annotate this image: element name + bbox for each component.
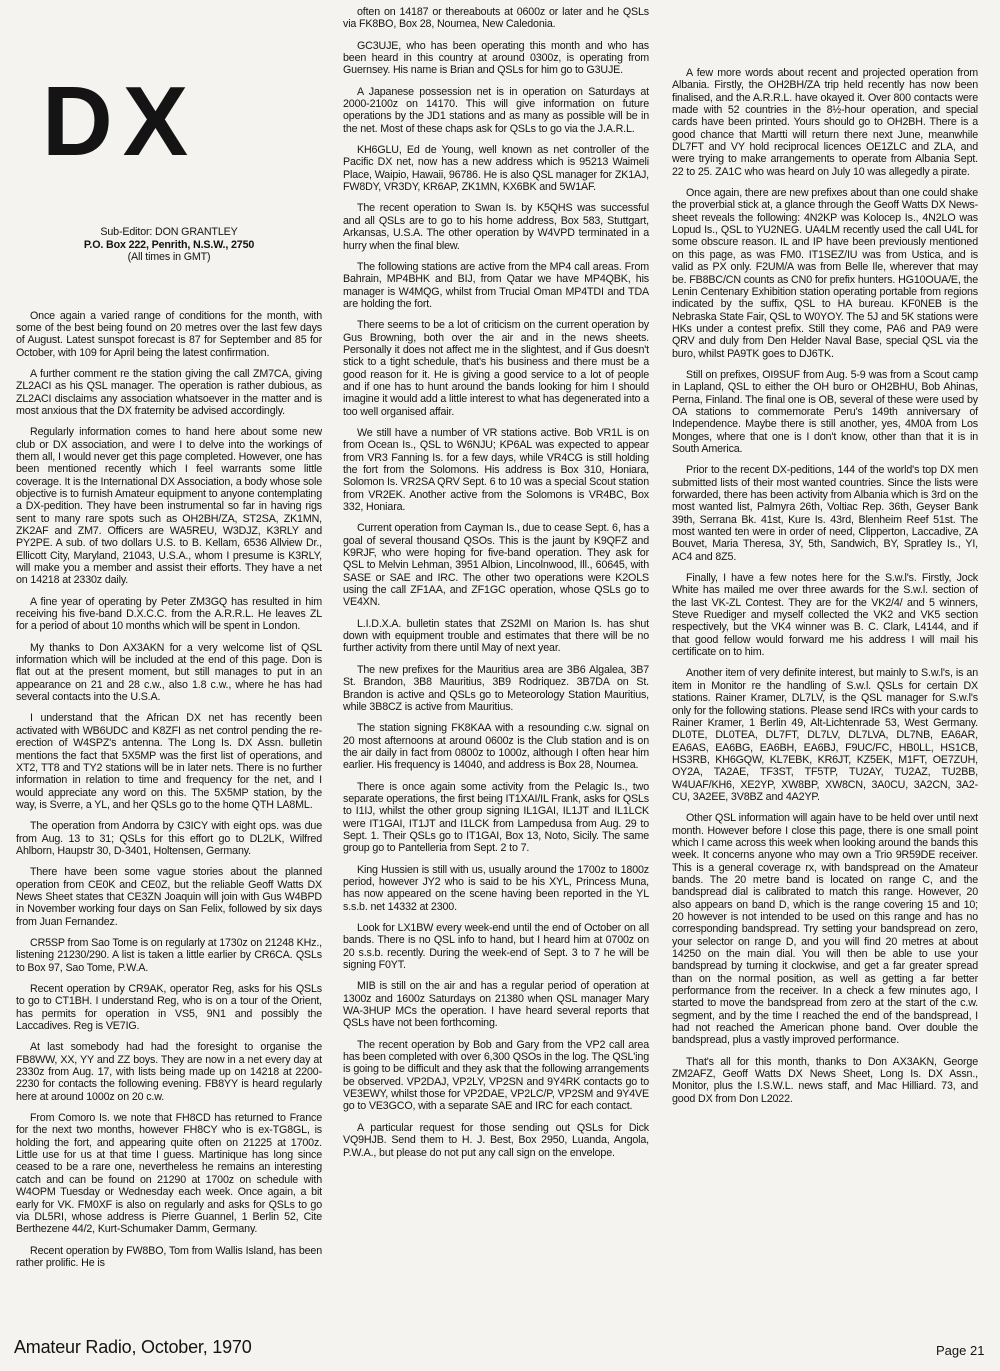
article-paragraph: A few more words about recent and projected operation from Albania. Firstly, the OH2BH/ZA trip held recently has now been finalised, and the A.R.R.L. have okayed it. Over 800 contacts were made with 52 countries in the 8½-hour operation, and special cards have been printed. Yours should go to OH2BH. There is a good chance that Martti will return there next June, meanwhile DL7FT and VY hold reciprocal licences OE1ZLC and ZLA, and were trying to make arrangements to operate from Albania Sept. 22 to 25. ZA1C who was heard on July 10 was allegedly a pirate. bbox=[672, 67, 978, 178]
article-paragraph: GC3UJE, who has been operating this month and who has been heard in this country at around 0300z, is operating from Guernsey. His name is Brian and QSLs for him go to G3UJE. bbox=[343, 39, 649, 77]
article-paragraph: The recent operation by Bob and Gary from the VP2 call area has been completed with over 6,300 QSOs in the log. The QSL'ing is going to be difficult and they ask that the following arrangements be observed. VP2DAJ, VP2LY, VP2SN and 9Y4RK contacts go to VE3EWY, whilst those for VP2DAE, VP2LC/P, VP2SM and 9Y4VE go to VE3GCO, with a separate SAE and IRC for each contact. bbox=[343, 1038, 649, 1113]
article-paragraph: Regularly information comes to hand here about some new club or DX association, and were I to delve into the workings of them all, I would never get this page completed. However, one has been mentioned recently which I feel warrants some little coverage. It is the International DX Association, a body whose sole objective is to furnish Amateur equipment to anyone contemplating a DX-pedition. They have been instrumental so far in having rigs sent to many rare spots such as OH2BH/ZA, ST2SA, ZK1MN, ZK2AF and ZM7. Officers are WA5REU, W3DJZ, K3RLY and PY2PE. A sub. of two dollars U.S. to B. Kellam, 6536 Allview Dr., Ellicott City, Maryland, 21043, U.S.A., whom I presume is K3RLY, will make you a member and assist their efforts. They have a net on 14218 at 2330z daily. bbox=[16, 426, 322, 587]
article-paragraph: Another item of very definite interest, but mainly to S.w.l's, is an item in Monitor re the handling of S.w.l. QSLs for certain DX stations. Rainer Kramer, DL7LV, is the QSL manager for S.w.l's only for the following stations. Please send IRCs with your cards to Rainer Kramer, 1 Berlin 49, Alt-Lichtenrade 53, West Germany. DL0TE, DL0TEA, DL7FT, DL7LV, DL7LVA, DL7NB, EA6AR, EA6AS, EA6BG, EA6BH, EA6BJ, F9UC/FC, HB0LL, HS1CB, HS3RB, KH6GQW, KL7EBK, KR6JT, KZ5EK, M1FT, OE7ZUH, OY2A, TA2AE, TF3ST, TF5TP, TU2AY, TU2AZ, TU2BB, W4UAF/KH6, XE2YP, XW8BP, XW8CN, 3A0CU, 3A2CN, 3A2-CU, 3A2EE, 3V8BZ and 4A2YP. bbox=[672, 667, 978, 803]
article-paragraph: A fine year of operating by Peter ZM3GQ has resulted in him receiving his five-band D.X.C.C. from the A.R.R.L. He leaves ZL for a period of about 10 months which will be spent in London. bbox=[16, 595, 322, 633]
article-paragraph: There have been some vague stories about the planned operation from CE0K and CE0Z, but the reliable Geoff Watts DX News Sheet states that CE3ZN Joaquin will join with Gus W4BPD in November working four days on San Felix, followed by six days from Juan Fernandez. bbox=[16, 866, 322, 928]
article-paragraph: KH6GLU, Ed de Young, well known as net controller of the Pacific DX net, now has a new address which is 95213 Waimeli Place, Waipio, Hawaii, 96786. He is also QSL manager for ZK1AJ, FW8DY, VR3DY, KR6AP, ZK1MN, KX6BK and 5W1AF. bbox=[343, 144, 649, 194]
article-paragraph: Once again, there are new prefixes about than one could shake the proverbial stick at, a glance through the Geoff Watts DX News-sheet reveals the following: 4N2KP was Kolocep Is., 4N2LO was Lopud Is., QSL to YU2NEG. UA4LM recently used the call U4L for some obscure reason. IL and IP have been previously mentioned on this page, as was FM0. IT1SEZ/IU was from Ustica, and is valid as PX only. F2UM/A was from Belle Ile, wherever that may be. FB8BC/CN counts as CN0 for prefix hunters. HG10OUA/E, the Lenin Centenary Exhibition station operating portable from regions indicated by the suffix, QSL to HA bureau. KF0NEB is the Nebraska State Fair, QSL to W0YOY. The 5J and 5K stations were HKs under a contest prefix. Still they come, PA6 and PA9 were QRV and duly from Den Helder Naval Base, special QSL via the buro, whilst PA9TK goes to DJ6TK. bbox=[672, 187, 978, 360]
article-paragraph: The operation from Andorra by C3ICY with eight ops. was due from Aug. 13 to 31; QSLs for this effort go to DL2LK, Wilfred Ahlborn, Haupstr 30, D-3401, Holtensen, Germany. bbox=[16, 820, 322, 857]
subeditor-address: P.O. Box 222, Penrith, N.S.W., 2750 bbox=[83, 238, 255, 251]
article-paragraph: King Hussien is still with us, usually around the 1700z to 1800z period, however JY2 who is said to be his XYL, Princess Muna, has now appeared on the scene having been reported in the YL s.s.b. net 14332 at 2300. bbox=[343, 863, 649, 913]
column-1 bbox=[16, 0, 322, 1269]
article-paragraph: There seems to be a lot of criticism on the current operation by Gus Browning, both over the air and in the news sheets. Personally it does not affect me in the slightest, and if Gus doesn't stick to a tight schedule, that's his business and there must be a good reason for it. He is giving a good service to a lot of people and if one has to hunt around the bands looking for him I should imagine it would add a little interest to what has degenerated into a too well organised affair. bbox=[343, 319, 649, 418]
article-paragraph: A Japanese possession net is in operation on Saturdays at 2000-2100z on 14170. This will give information on future operations by the JD1 stations and as many as possible will be in the net. Most of these chaps ask for QSLs to go via the J.A.R.L. bbox=[343, 85, 649, 135]
article-paragraph: Recent operation by CR9AK, operator Reg, asks for his QSLs to go to CT1BH. I understand Reg, who is on a tour of the Orient, has permits for operation in VS5, 9N1 and possibly the Laccadives. Reg is VE7IG. bbox=[16, 983, 322, 1033]
article-paragraph: The new prefixes for the Mauritius area are 3B6 Algalea, 3B7 St. Brandon, 3B8 Mauritius, 3B9 Rodriquez. 3B7DA on St. Brandon is active and QSLs go to Meteorology Station Mauritius, while 3B8CZ is active from Mauritius. bbox=[343, 663, 649, 713]
article-paragraph: At last somebody had had the foresight to organise the FB8WW, XX, YY and ZZ boys. They are now in a net every day at 2330z from Aug. 17, with lists being made up on 14218 at 2200-2230 for contacts the following evening. FB8YY is heard regularly here at around 1000z on 20 c.w. bbox=[16, 1041, 322, 1103]
article-paragraph: L.I.D.X.A. bulletin states that ZS2MI on Marion Is. has shut down with equipment trouble and estimates that there will be no further activity from there until May of next year. bbox=[343, 617, 649, 655]
article-paragraph: We still have a number of VR stations active. Bob VR1L is on from Ocean Is., QSL to W6NJU; KP6AL was expected to appear from VR3 Fanning Is. for a few days, while VR4CG is still holding the fort from the Solomons. His address is Box 310, Honiara, Solomon Is. VR2SA QRV Sept. 6 to 10 was a special Scout station from VR2EK. Another active from the Solomons is VR4BC, Box 332, Honiara. bbox=[343, 426, 649, 514]
section-title: DX bbox=[42, 66, 199, 176]
article-paragraph: Once again a varied range of conditions for the month, with some of the best being found on 20 metres over the last few days of August. Latest sunspot forecast is 87 for September and 85 for October, with 109 for April being the latest confirmation. bbox=[16, 309, 322, 359]
article-paragraph: The following stations are active from the MP4 call areas. From Bahrain, MP4BHK and BIJ, from Qatar we have MP4QBK, his manager is W4MQG, whilst from Trucial Oman MP4TDI and TDA are holding the fort. bbox=[343, 260, 649, 310]
column-2 bbox=[343, 6, 649, 1159]
article-paragraph: From Comoro Is. we note that FH8CD has returned to France for the next two months, however FH8CY who is ex-TG8GL, is holding the fort, and appearing quite often on 21225 at 1700z. Little use for us at that time I guess. Martinique has long since ceased to be a rare one, nevertheless he remains an interesting catch and can be found on 21290 at 1700z on schedule with W4OPM Tuesday or Wednesday each week. Once again, a bit early for VK. FM0XF is also on regularly and asks for QSLs to go via DL5RI, whose address is Pierre Guannel, 1 Berlin 52, Cite Berthezene 44/2, Kurt-Schumaker Damm, Germany. bbox=[16, 1112, 322, 1236]
article-paragraph: Recent operation by FW8BO, Tom from Wallis Island, has been rather prolific. He is bbox=[16, 1244, 322, 1269]
article-paragraph: Other QSL information will again have to be held over until next month. However before I close this page, there is one small point which I came across this week when looking around the bands this week. It concerns anyone who may own a Trio 9R59DE receiver. This is a general coverage rx, with bandspread on the Amateur bands. The 20 metre band is located on range C, and the bandspread dial is calibrated to match this range. However, 20 also appears on band D, which is the range covering 15 and 10; 20 however is not intended to be used on this range and has no corresponding bandspread. Try setting your bandspread on zero, your selector on range D, and you will find 20 metres at about 14250 on the main dial. You will then be able to use your bandspread by turning it clockwise, and get a far greater spread than on the normal position, as well as getting a far better performance from the receiver. In a check a few minutes ago, I started to move the bandspread from zero at the start of the c.w. segment, and by the time I reached the end of the bandspread, I had not reached the American phone band. Over double the bandspread, plus a vastly improved performance. bbox=[672, 812, 978, 1047]
article-paragraph: MIB is still on the air and has a regular period of operation at 1300z and 1600z Saturdays on 21380 when QSL manager Mary WA-3HUP MCs the operation. I have heard several reports that QSLs have not been forthcoming. bbox=[343, 980, 649, 1030]
article-paragraph: Look for LX1BW every week-end until the end of October on all bands. There is no QSL info to hand, but I heard him at 0700z on 20 s.s.b. recently. During the week-end of Sept. 3 to 7 he will be signing F0YT. bbox=[343, 922, 649, 972]
article-paragraph: CR5SP from Sao Tome is on regularly at 1730z on 21248 KHz., listening 21230/290. A list is taken a little earlier by CR6CA. QSLs to Box 97, Sao Tome, P.W.A. bbox=[16, 936, 322, 974]
article-paragraph: I understand that the African DX net has recently been activated with WB6UDC and K8ZFI as net control pending the re-erection of W4SPZ's antenna. The Long Is. DX Assn. bulletin mentions the fact that 5X5MP was the first list of operations, and XT2, TT8 and TY2 stations will be in later nets. There is no further information in relation to time and frequency for the net, and I would appreciate any word on this. The 5X5MP station, by the way, is Sverre, a YL, and her QSLs go to the home QTH LA8ML. bbox=[16, 712, 322, 811]
column-3 bbox=[672, 67, 978, 1105]
article-paragraph: My thanks to Don AX3AKN for a very welcome list of QSL information which will be included at the end of this page. Don is flat out at the present moment, but still manages to put in an appearance on 21 and 28 c.w., also 1.8 c.w., where he has had several contacts into the U.S.A. bbox=[16, 641, 322, 704]
subeditor-name: Sub-Editor: DON GRANTLEY bbox=[100, 226, 238, 238]
article-paragraph: The station signing FK8KAA with a resounding c.w. signal on 20 most afternoons at around 0600z is the Club station and is on the air daily in fact from 0800z to 1000z, although I often hear him earlier. His frequency is 14040, and address is Box 28, Noumea. bbox=[343, 722, 649, 772]
article-paragraph: A further comment re the station giving the call ZM7CA, giving ZL2ACI as his QSL manager. The operation is rather dubious, as ZL2ACI disclaims any association whatsoever in the matter and is most anxious that the DX fraternity be advised accordingly. bbox=[16, 367, 322, 417]
article-paragraph: Prior to the recent DX-peditions, 144 of the world's top DX men submitted lists of their most wanted countries. Since the lists were forwarded, there has been activity from Albania which is 3rd on the most wanted list, Palmyra 26th, Voltiac Rep. 36th, Geyser Bank 39th, Serrana Bk. 41st, Kure Is. 43rd, Blenheim Reef 51st. The most wanted ten were in order of need, Clipperton, Laccadive, ZA Bouvet, Maria Theresa, 3Y, 5th, Sandwich, BY, Spratley Is., YI, AC4 and 8Z5. bbox=[672, 464, 978, 563]
article-paragraph: Current operation from Cayman Is., due to cease Sept. 6, has a goal of several thousand QSOs. This is the jaunt by K9QFZ and K9RJF, who were hoping for five-band operation. They ask for QSL to Melvin Lehman, 3951 Albion, Lincolnwood, Ill., 60645, with SASE or SAE and IRC. The other two operations were K2OLS using the call ZF1AA, and ZF1GC operation, whose QSLs go to VE4XN. bbox=[343, 522, 649, 609]
article-paragraph: That's all for this month, thanks to Don AX3AKN, George ZM2AFZ, Geoff Watts DX News Sheet, Long Is. DX Assn., Monitor, plus the I.S.W.L. news staff, and Mac Hilliard. 73, and good DX from Don L2022. bbox=[672, 1055, 978, 1105]
article-paragraph: A particular request for those sending out QSLs for Dick VQ9HJB. Send them to H. J. Best, Box 2950, Luanda, Angola, P.W.A., but please do not put any call sign on the envelope. bbox=[343, 1121, 649, 1159]
article-paragraph: often on 14187 or thereabouts at 0600z or later and he QSLs via FK8BO, Box 28, Noumea, New Caledonia. bbox=[343, 6, 649, 31]
footer-publication: Amateur Radio, October, 1970 bbox=[14, 1337, 252, 1357]
footer-page-number: Page 21 bbox=[936, 1343, 985, 1358]
article-paragraph: Finally, I have a few notes here for the S.w.l's. Firstly, Jock White has mailed me over three awards for the S.w.l. section of the last VK-ZL Contest. They are for the VK2/4/ and 5 winners, Steve Ruediger and myself collected the VK2 and VK5 section respectively, but the VK4 winner was B. C. Clark, L4144, and if that good fellow would forward me his address I will mail his certificate on to him. bbox=[672, 572, 978, 659]
times-note: (All times in GMT) bbox=[127, 251, 211, 263]
article-paragraph: The recent operation to Swan Is. by K5QHS was successful and all QSLs are to go to his home address, Box 583, Stuttgart, Arkansas, U.S.A. The other operation by W4VPD terminated in a hurry when the final blew. bbox=[343, 202, 649, 252]
article-paragraph: There is once again some activity from the Pelagic Is., two separate operations, the first being IT1XAI/IL Frank, asks for QSLs to I1IJ, whilst the other group signing IL1GAI, IL1JT and IL1LCK were IT1GAI, IT1JT and I1LCK from Lampedusa from Aug. 29 to Sept. 1. Their QSLs go to IT1GAI, Box 13, Noto, Sicily. The same group go to Pantelleria from Sept. 2 to 7. bbox=[343, 780, 649, 855]
article-paragraph: Still on prefixes, OI9SUF from Aug. 5-9 was from a Scout camp in Lapland, QSL to either the OH buro or OH2BHU, Bob Ahinas, Perna, Finland. The final one is OB, several of these were used by OA stations to commemorate Peru's 149th anniversary of Independence. Maybe there is still another, yes, 4M0A from Los Monges, where that one is I don't know, other than that it is in South America. bbox=[672, 368, 978, 455]
subeditor-block bbox=[16, 226, 322, 264]
